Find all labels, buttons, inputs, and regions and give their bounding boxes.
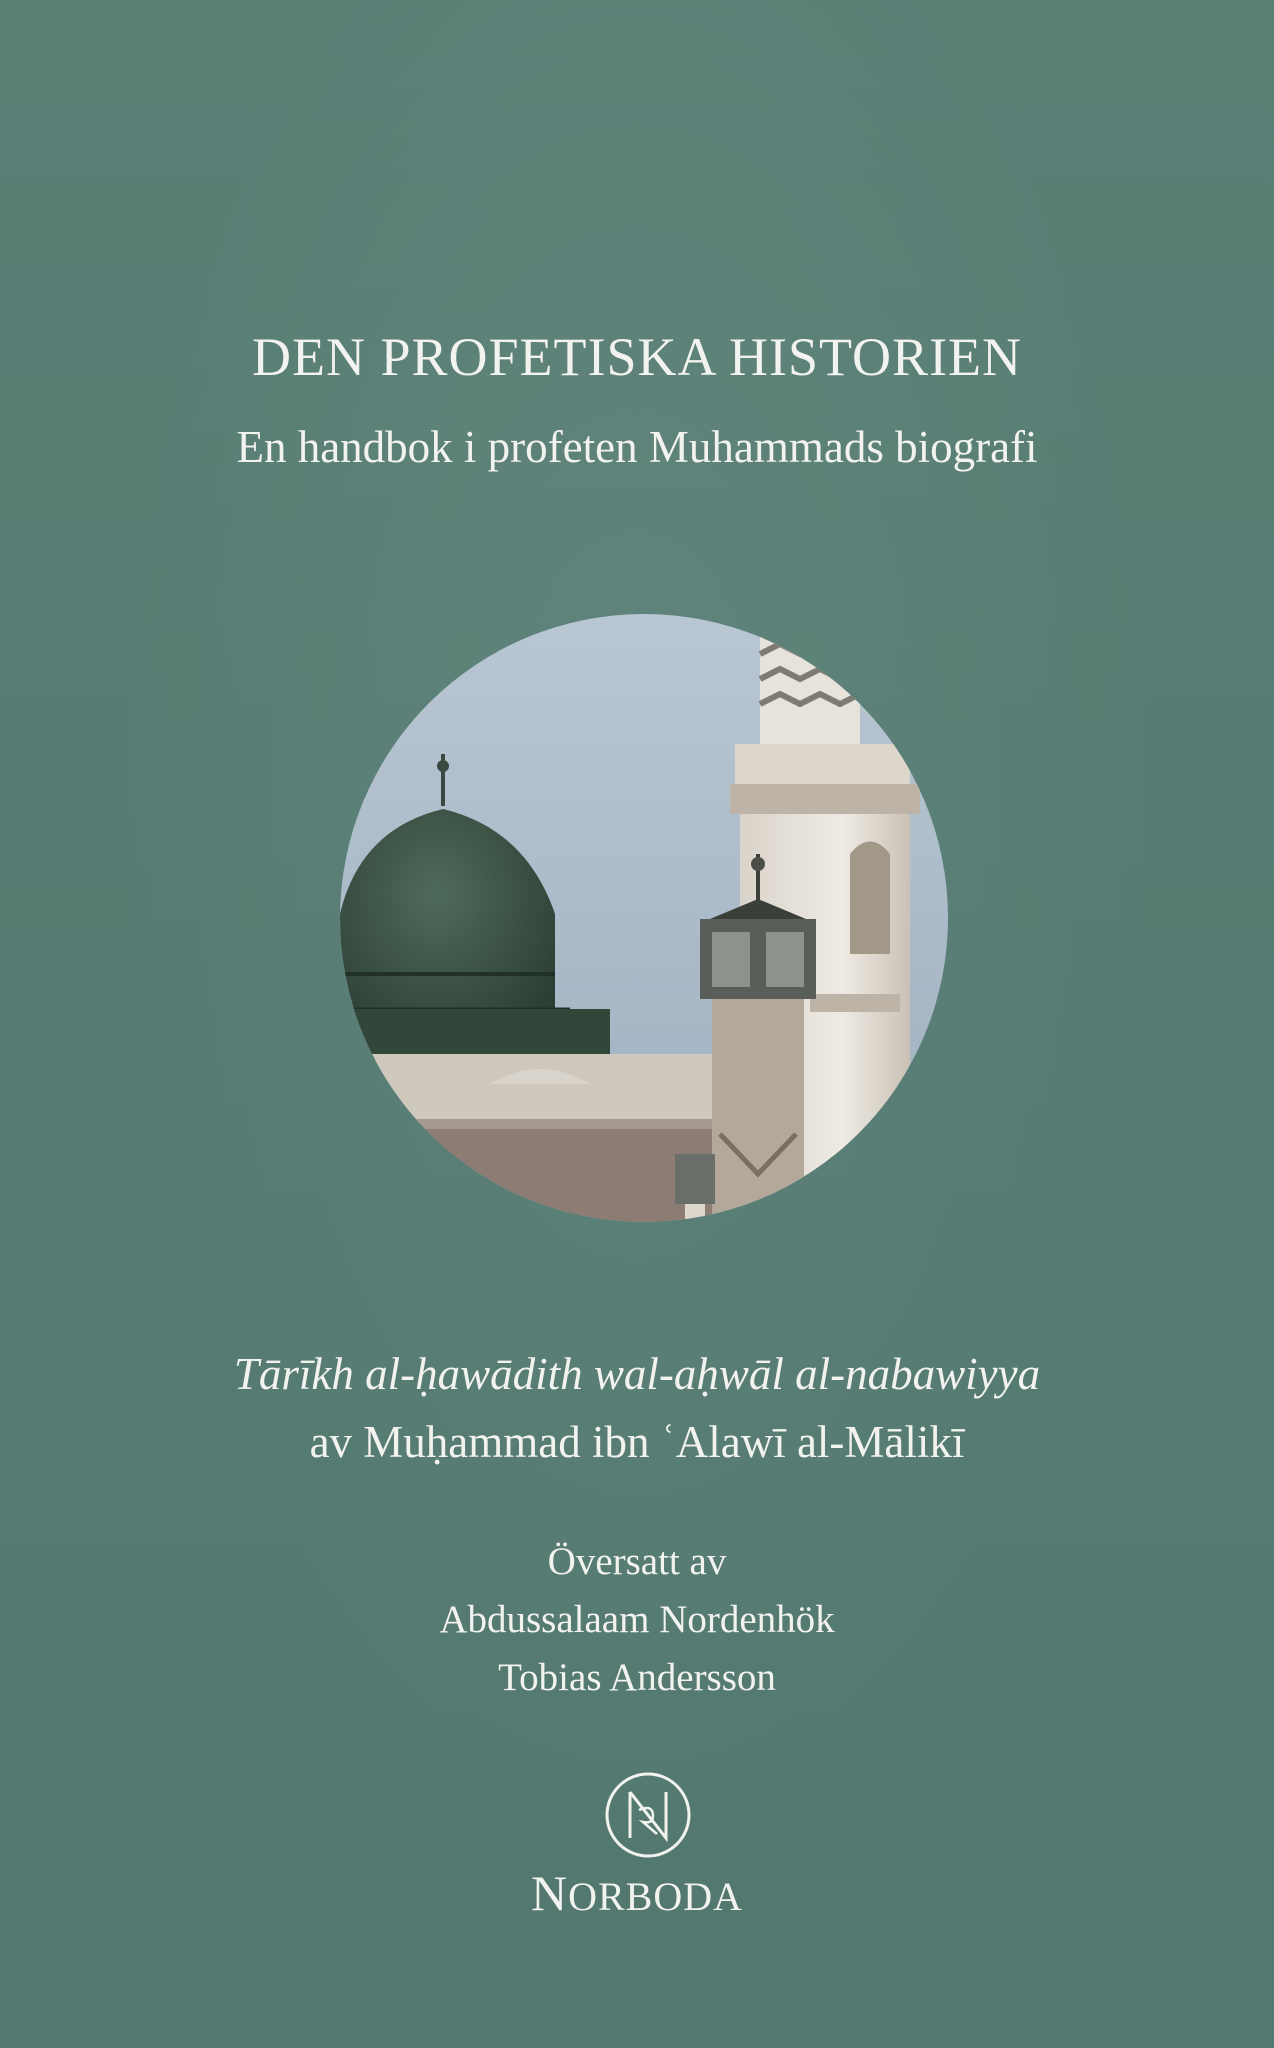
publisher-name bbox=[0, 1865, 1274, 1921]
translator-name: Abdussalaam Nordenhök bbox=[439, 1598, 835, 1641]
book-title: DEN PROFETISKA HISTORIEN bbox=[251, 327, 1023, 387]
book-subtitle: En handbok i profeten Muhammads biografi bbox=[236, 422, 1038, 472]
norboda-n-circle-logo-icon bbox=[603, 1770, 693, 1860]
author-line: av Muḥammad ibn ʿAlawī al-Mālikī bbox=[309, 1417, 965, 1467]
translated-by-label: Översatt av bbox=[547, 1540, 727, 1583]
mosque-photo-icon bbox=[340, 614, 948, 1222]
original-arabic-title: Tārīkh al-ḥawādith wal-aḥwāl al-nabawiyya bbox=[233, 1349, 1041, 1399]
publisher-initial: N bbox=[530, 1865, 569, 1921]
translator-name: Tobias Andersson bbox=[498, 1656, 776, 1699]
publisher-rest: ORBODA bbox=[568, 1874, 743, 1919]
